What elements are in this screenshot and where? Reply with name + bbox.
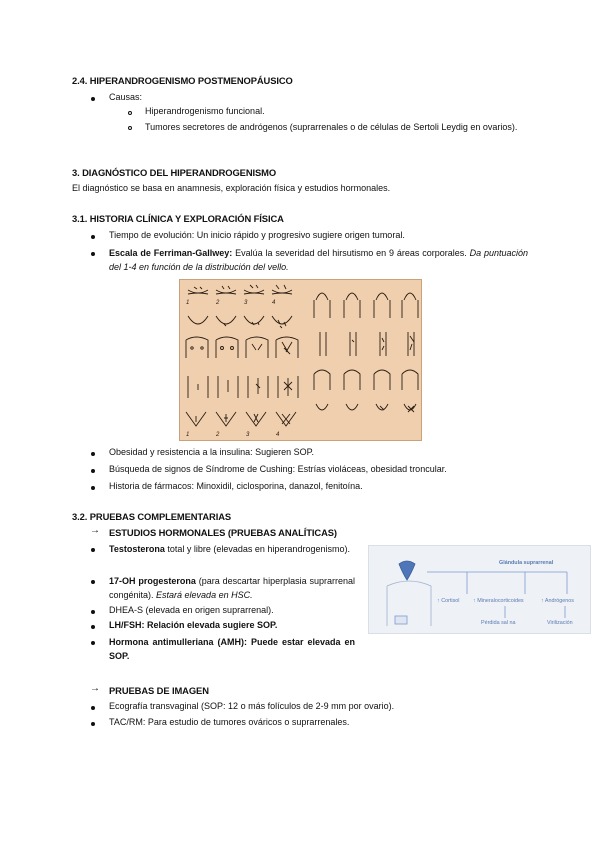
lh-fsh: LH/FSH: Relación elevada sugiere SOP.: [109, 620, 278, 630]
bullet-dot: [91, 235, 95, 239]
diagram-cortisol: ↑ Cortisol: [437, 598, 460, 604]
pruebas-imagen-heading: PRUEBAS DE IMAGEN: [109, 685, 209, 696]
adrenal-gland-diagram: [368, 545, 591, 634]
arrow-right-icon: →: [90, 525, 100, 536]
bullet-dot: [91, 580, 95, 584]
fig-num-4-bottom: 4: [276, 432, 280, 438]
heading-2-4: 2.4. HIPERANDROGENISMO POSTMENOPÁUSICO: [72, 75, 293, 86]
fig-num-2-bottom: 2: [216, 432, 220, 438]
heading-3-2: 3.2. PRUEBAS COMPLEMENTARIAS: [72, 511, 232, 522]
fig-num-2: 2: [216, 300, 220, 306]
testosterona: [109, 542, 355, 556]
fig-num-4: 4: [272, 300, 276, 306]
diagram-perdida: Pérdida sal na: [481, 620, 516, 626]
17oh-italic: Estará elevada en HSC.: [156, 590, 253, 600]
causa-funcional: Hiperandrogenismo funcional.: [145, 106, 265, 116]
diagnostico-text: El diagnóstico se basa en anamnesis, exploración física y estudios hormonales.: [72, 183, 391, 193]
17-oh-progesterona: [109, 574, 355, 602]
fig-num-1: 1: [186, 300, 190, 306]
ferriman-italic: Da puntuación del 1-4 en función de la distribución del vello.: [109, 248, 529, 272]
sub-bullet-ring: [128, 126, 132, 130]
torso-outline: [387, 581, 431, 626]
heading-3-1: 3.1. HISTORIA CLÍNICA Y EXPLORACIÓN FÍSICA: [72, 213, 284, 224]
diagram-androgenos: ↑ Andrógenos: [541, 598, 574, 604]
testosterona-label: Testosterona: [109, 544, 165, 554]
17oh-text: (para descartar hiperplasia suprarrenal congénita).: [109, 576, 355, 600]
bullet-dot: [91, 722, 95, 726]
17oh-label: 17-OH progesterona: [109, 576, 196, 586]
diagram-virilizacion: Virilización: [547, 620, 573, 626]
diagram-title: Glándula suprarrenal: [499, 560, 554, 566]
bullet-dot: [91, 641, 95, 645]
bullet-dot: [91, 252, 95, 256]
tiempo-evolucion: Tiempo de evolución: Un inicio rápido y progresivo sugiere origen tumoral.: [109, 230, 405, 240]
amh: Hormona antimulleriana (AMH): Puede estar elevada en SOP.: [109, 637, 355, 661]
ecografia: Ecografía transvaginal (SOP: 12 o más folículos de 2-9 mm por ovario).: [109, 701, 395, 711]
bullet-dot: [91, 610, 95, 614]
bullet-dot: [91, 469, 95, 473]
upper-lip-drawings: [188, 285, 292, 294]
bullet-dot: [91, 97, 95, 101]
hirsutism-drawings: [180, 280, 421, 440]
arrow-right-icon: →: [90, 683, 100, 694]
ferriman-label: Escala de Ferriman-Gallwey:: [109, 248, 233, 258]
abdomen-drawings: [188, 376, 298, 398]
causas-label: Causas:: [109, 92, 143, 102]
ferriman-gallwey: [109, 246, 528, 274]
lower-abdomen-drawings: [186, 412, 296, 426]
bullet-dot: [91, 486, 95, 490]
diagram-mineralocorticoides: ↑ Mineralocorticoides: [473, 598, 524, 604]
cushing: Búsqueda de signos de Síndrome de Cushing: Estrías violáceas, obesidad troncular.: [109, 464, 447, 474]
gland-icon: [399, 561, 415, 580]
bullet-dot: [91, 706, 95, 710]
chest-drawings: [186, 337, 298, 358]
chin-drawings: [188, 316, 292, 328]
farmacos: Historia de fármacos: Minoxidil, ciclosporina, danazol, fenitoína.: [109, 481, 363, 491]
fig-num-1-bottom: 1: [186, 432, 190, 438]
heading-3: 3. DIAGNÓSTICO DEL HIPERANDROGENISMO: [72, 167, 277, 178]
bullet-dot: [91, 548, 95, 552]
sub-bullet-ring: [128, 111, 132, 115]
causa-tumores: Tumores secretores de andrógenos (suprarrenales o de células de Sertoli Leydig en ovarios).: [145, 122, 518, 132]
testosterona-text: total y libre (elevadas en hiperandrogenismo).: [164, 544, 350, 554]
kidney-box-icon: [395, 616, 407, 624]
bullet-dot: [91, 452, 95, 456]
fig-num-3-bottom: 3: [246, 432, 250, 438]
estudios-hormonales-heading: ESTUDIOS HORMONALES (PRUEBAS ANALÍTICAS): [109, 527, 337, 538]
fig-num-3: 3: [244, 300, 248, 306]
dhea-s: DHEA-S (elevada en origen suprarrenal).: [109, 605, 274, 615]
obesidad: Obesidad y resistencia a la insulina: Sugieren SOP.: [109, 447, 314, 457]
ferriman-text: Evalúa la severidad del hirsutismo en 9 áreas corporales.: [232, 248, 470, 258]
tac-rm: TAC/RM: Para estudio de tumores ováricos o suprarrenales.: [109, 717, 350, 727]
back-drawings: [314, 293, 418, 412]
ferriman-gallwey-chart: [179, 279, 422, 441]
bullet-dot: [91, 625, 95, 629]
